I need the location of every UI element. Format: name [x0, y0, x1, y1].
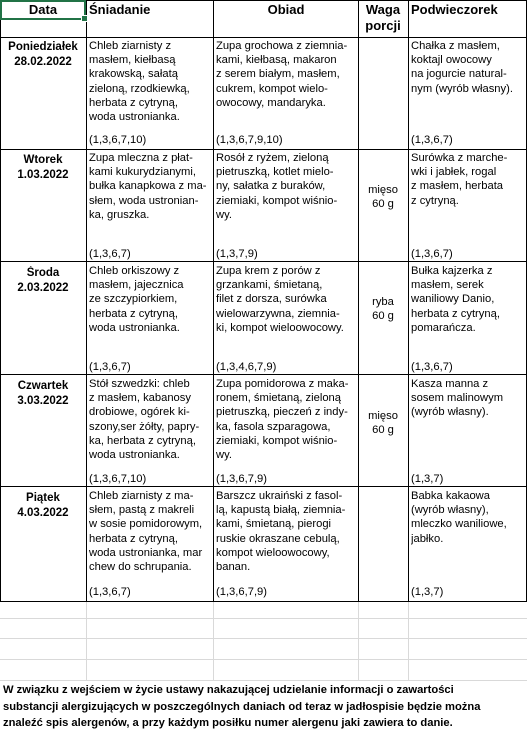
gridline — [0, 638, 527, 639]
fill-handle[interactable] — [81, 15, 88, 22]
gridline — [0, 618, 527, 619]
snack-cell[interactable]: Chałka z masłem, koktajl owocowy na jogurcie natural- nym (wyrób własny). — [411, 40, 513, 95]
gridline — [358, 602, 359, 680]
lunch-cell[interactable]: Rosół z ryżem, zieloną pietruszką, kotlet mielo- ny, sałatka z buraków, ziemiaki, kompot wiśnio- wy. — [216, 152, 338, 221]
breakfast-allergens[interactable]: (1,3,6,7) — [89, 361, 131, 373]
lunch-cell[interactable]: Zupa grochowa z ziemnia- kami, kiełbasą, makaron z serem białym, masłem, cukrem, kompot wielo- owocowy, mandaryka. — [216, 40, 348, 109]
table-border — [0, 601, 527, 602]
gridline — [408, 602, 409, 680]
table-border — [0, 261, 527, 262]
snack-allergens[interactable]: (1,3,6,7) — [411, 134, 453, 146]
portion-cell[interactable]: mięso 60 g — [368, 410, 398, 437]
breakfast-allergens[interactable]: (1,3,6,7) — [89, 586, 131, 598]
day-cell[interactable]: Środa 2.03.2022 — [17, 267, 69, 294]
header-breakfast[interactable]: Śniadanie — [89, 2, 151, 17]
table-border — [408, 0, 409, 602]
breakfast-allergens[interactable]: (1,3,6,7,10) — [89, 473, 147, 485]
gridline — [0, 659, 527, 660]
table-border — [0, 374, 527, 375]
breakfast-cell[interactable]: Chleb ziarnisty z ma- słem, pastą z makreli w sosie pomidorowym, herbata z cytryną, woda ustronianka, mar chew do schrupania. — [89, 490, 203, 574]
lunch-cell[interactable]: Zupa krem z porów z grzankami, śmietaną, filet z dorsza, surówka wielowarzywna, ziemnia- ki, kompot wieloowocowy. — [216, 265, 344, 334]
lunch-allergens[interactable]: (1,3,6,7,9) — [216, 586, 267, 598]
table-border — [358, 0, 359, 602]
lunch-allergens[interactable]: (1,3,6,7,9) — [216, 473, 267, 485]
allergen-note[interactable]: W związku z wejściem w życie ustawy nakazującej udzielanie informacji o zawartości substancji alergizujących w poszczególnych daniach od teraz w jadłospisie będzie można znaleźć spis alergenów, a przy każdym posiłku numer alergenu jaki zawiera to danie. — [3, 684, 481, 729]
breakfast-allergens[interactable]: (1,3,6,7,10) — [89, 134, 147, 146]
header-lunch[interactable]: Obiad — [267, 2, 305, 17]
lunch-cell[interactable]: Zupa pomidorowa z maka- ronem, śmietaną, zieloną pietruszką, pieczeń z indy- ka, fasola szparagowa, ziemiaki, kompot wiśnio- wy. — [216, 378, 349, 462]
gridline — [213, 602, 214, 680]
snack-cell[interactable]: Kasza manna z sosem malinowym (wyrób własny). — [411, 378, 504, 419]
snack-cell[interactable]: Babka kakaowa (wyrób własny), mleczko waniliowe, jabłko. — [411, 490, 507, 545]
lunch-allergens[interactable]: (1,3,6,7,9,10) — [216, 134, 283, 146]
header-portion-line1: Waga — [365, 2, 401, 17]
header-portion[interactable] — [359, 2, 407, 34]
snack-allergens[interactable]: (1,3,7) — [411, 473, 444, 485]
breakfast-cell[interactable]: Stół szwedzki: chleb z masłem, kabanosy drobiowe, ogórek ki- szony,ser żółty, papry- ka, herbata z cytryną, woda ustronianka. — [89, 378, 200, 462]
day-cell[interactable]: Poniedziałek 28.02.2022 — [8, 41, 78, 68]
header-snack[interactable]: Podwieczorek — [411, 2, 498, 17]
portion-cell[interactable]: mięso 60 g — [368, 184, 398, 211]
gridline — [86, 602, 87, 680]
lunch-allergens[interactable]: (1,3,4,6,7,9) — [216, 361, 277, 373]
day-cell[interactable]: Piątek 4.03.2022 — [17, 492, 69, 519]
breakfast-allergens[interactable]: (1,3,6,7) — [89, 248, 131, 260]
lunch-allergens[interactable]: (1,3,7,9) — [216, 248, 258, 260]
snack-allergens[interactable]: (1,3,6,7) — [411, 248, 453, 260]
snack-allergens[interactable]: (1,3,6,7) — [411, 361, 453, 373]
portion-cell[interactable]: ryba 60 g — [372, 296, 394, 323]
lunch-cell[interactable]: Barszcz ukraiński z fasol- lą, kapustą białą, ziemnia- kami, śmietaną, pierogi ruskie okraszane cebulą, kompot wieloowocowy, banan. — [216, 490, 346, 574]
snack-cell[interactable]: Bułka kajzerka z masłem, serek waniliowy Danio, herbata z cytryną, pomarańcza. — [411, 265, 500, 334]
table-border — [213, 0, 214, 602]
active-cell-selection[interactable] — [0, 0, 86, 20]
gridline — [0, 680, 527, 681]
breakfast-cell[interactable]: Chleb orkiszowy z masłem, jajecznica ze szczypiorkiem, herbata z cytryną, woda ustronianka. — [89, 265, 184, 334]
day-cell[interactable]: Wtorek 1.03.2022 — [17, 154, 69, 181]
table-border — [86, 0, 87, 602]
snack-cell[interactable]: Surówka z marche- wki i jabłek, rogal z masłem, herbata z cytryną. — [411, 152, 508, 207]
day-cell[interactable]: Czwartek 3.03.2022 — [17, 380, 69, 407]
header-date[interactable]: Data — [28, 2, 58, 17]
header-portion-line2: porcji — [365, 18, 401, 33]
table-border — [0, 486, 527, 487]
snack-allergens[interactable]: (1,3,7) — [411, 586, 444, 598]
breakfast-cell[interactable]: Chleb ziarnisty z masłem, kiełbasą krakowską, sałatą zieloną, rzodkiewką, herbata z cytryną, woda ustronianka. — [89, 40, 190, 124]
table-border — [0, 37, 527, 38]
table-border — [0, 149, 527, 150]
table-border — [0, 0, 1, 602]
breakfast-cell[interactable]: Zupa mleczna z płat- kami kukurydzianymi, bułka kanapkowa z ma- słem, woda ustronian- ka, gruszka. — [89, 152, 207, 221]
